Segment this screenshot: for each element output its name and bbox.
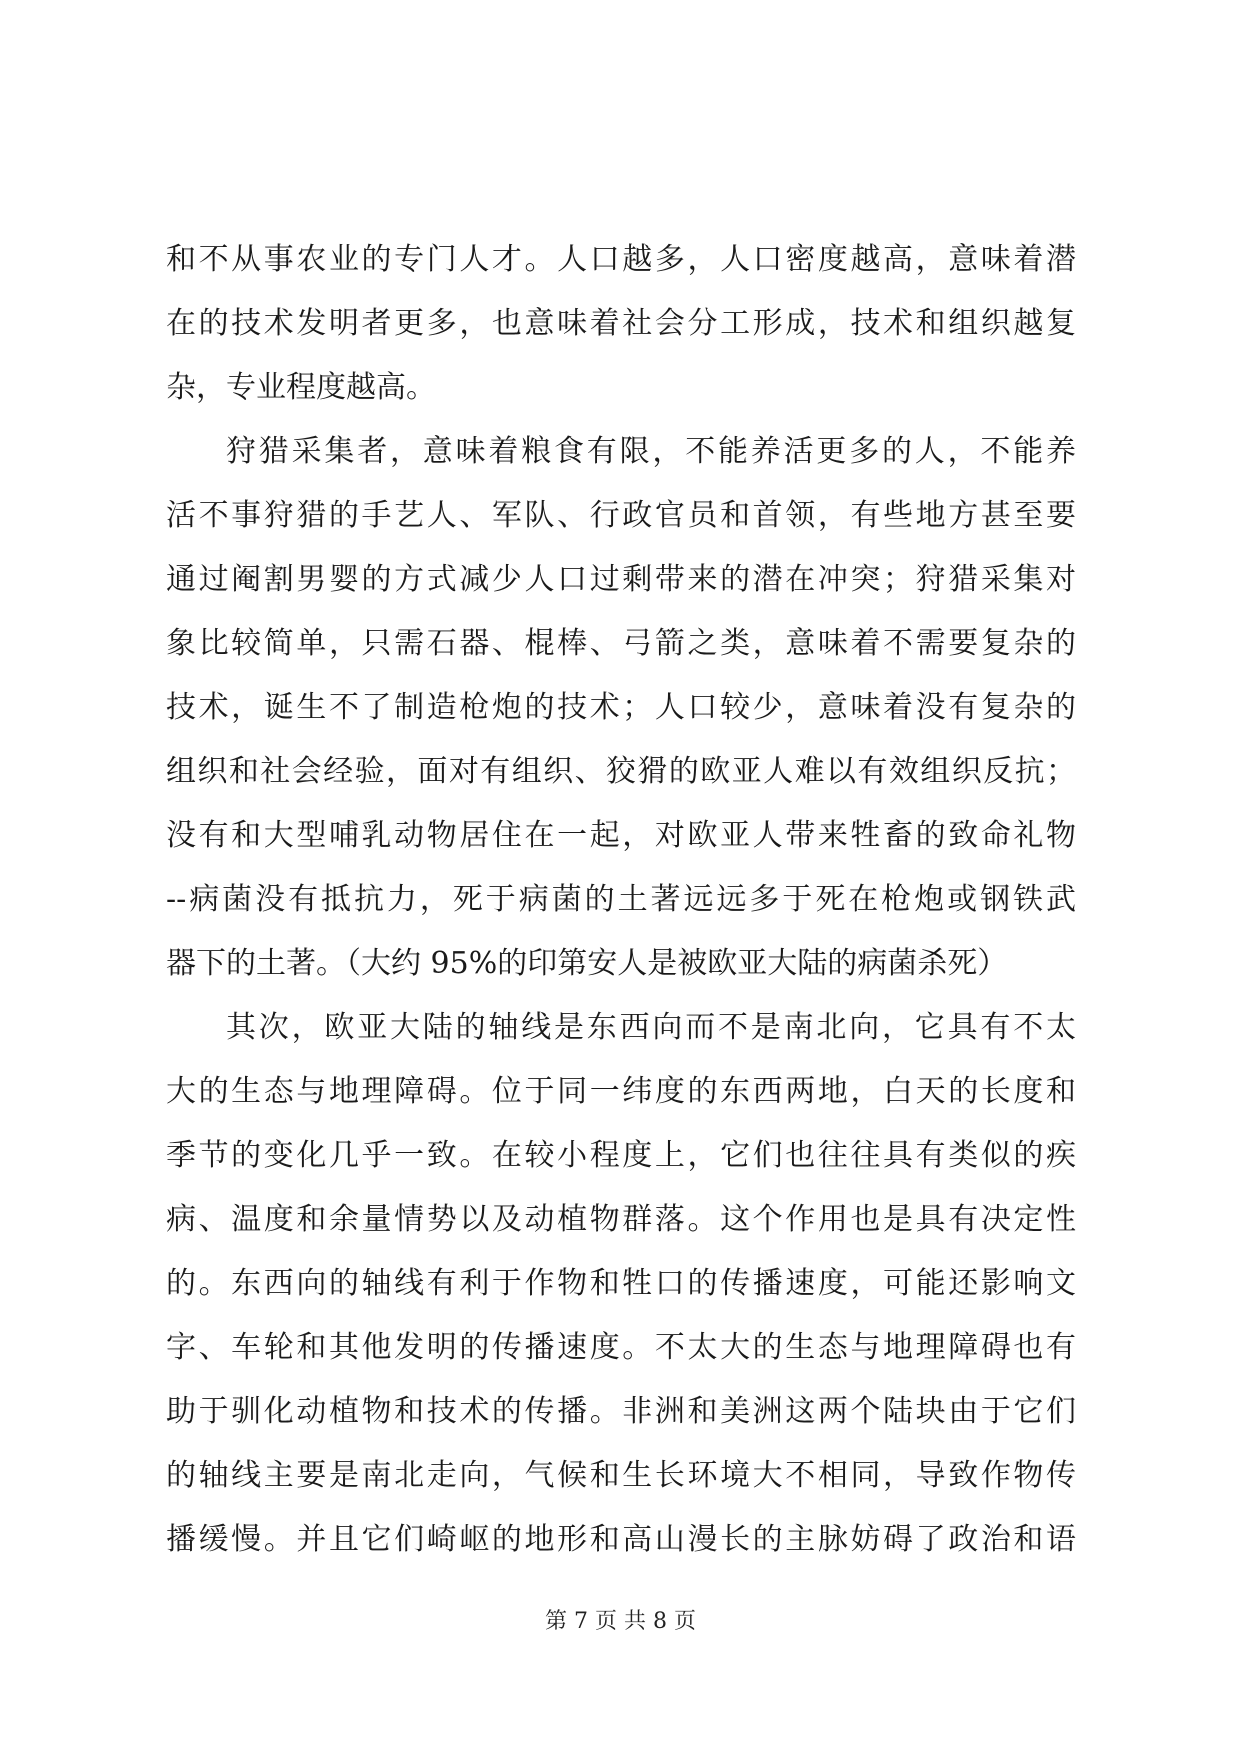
- document-body: [166, 228, 1076, 1572]
- text-line: 象比较简单，只需石器、棍棒、弓箭之类，意味着不需要复杂的: [166, 626, 1076, 661]
- text-line: --病菌没有抵抗力，死于病菌的土著远远多于死在枪炮或钢铁武: [166, 882, 1076, 917]
- page-number-footer: 第 7 页 共 8 页: [545, 1609, 696, 1634]
- text-line: 其次，欧亚大陆的轴线是东西向而不是南北向，它具有不太: [226, 1010, 1076, 1045]
- text-line: 播缓慢。并且它们崎岖的地形和高山漫长的主脉妨碍了政治和语: [166, 1522, 1076, 1557]
- text-line: 大的生态与地理障碍。位于同一纬度的东西两地，白天的长度和: [166, 1074, 1076, 1109]
- text-line: 季节的变化几乎一致。在较小程度上，它们也往往具有类似的疾: [166, 1138, 1076, 1173]
- text-line: 和不从事农业的专门人才。人口越多，人口密度越高，意味着潜: [166, 242, 1076, 277]
- text-line: 技术，诞生不了制造枪炮的技术；人口较少，意味着没有复杂的: [166, 690, 1076, 725]
- text-line: 助于驯化动植物和技术的传播。非洲和美洲这两个陆块由于它们: [166, 1394, 1076, 1429]
- text-line: 活不事狩猎的手艺人、军队、行政官员和首领，有些地方甚至要: [166, 498, 1076, 533]
- text-line: 通过阉割男婴的方式减少人口过剩带来的潜在冲突；狩猎采集对: [166, 562, 1076, 597]
- text-line: 的。东西向的轴线有利于作物和牲口的传播速度，可能还影响文: [166, 1266, 1076, 1301]
- text-line: 没有和大型哺乳动物居住在一起，对欧亚人带来牲畜的致命礼物: [166, 818, 1076, 853]
- text-line: 狩猎采集者，意味着粮食有限，不能养活更多的人，不能养: [226, 434, 1076, 469]
- text-line: 器下的土著。（大约 95%的印第安人是被欧亚大陆的病菌杀死）: [166, 946, 1008, 981]
- text-line: 组织和社会经验，面对有组织、狡猾的欧亚人难以有效组织反抗；: [166, 754, 1076, 789]
- text-line: 杂，专业程度越高。: [166, 370, 436, 405]
- text-line: 字、车轮和其他发明的传播速度。不太大的生态与地理障碍也有: [166, 1330, 1076, 1365]
- text-line: 病、温度和余量情势以及动植物群落。这个作用也是具有决定性: [166, 1202, 1076, 1237]
- text-line: 在的技术发明者更多，也意味着社会分工形成，技术和组织越复: [166, 306, 1076, 341]
- text-line: 的轴线主要是南北走向，气候和生长环境大不相同，导致作物传: [166, 1458, 1076, 1493]
